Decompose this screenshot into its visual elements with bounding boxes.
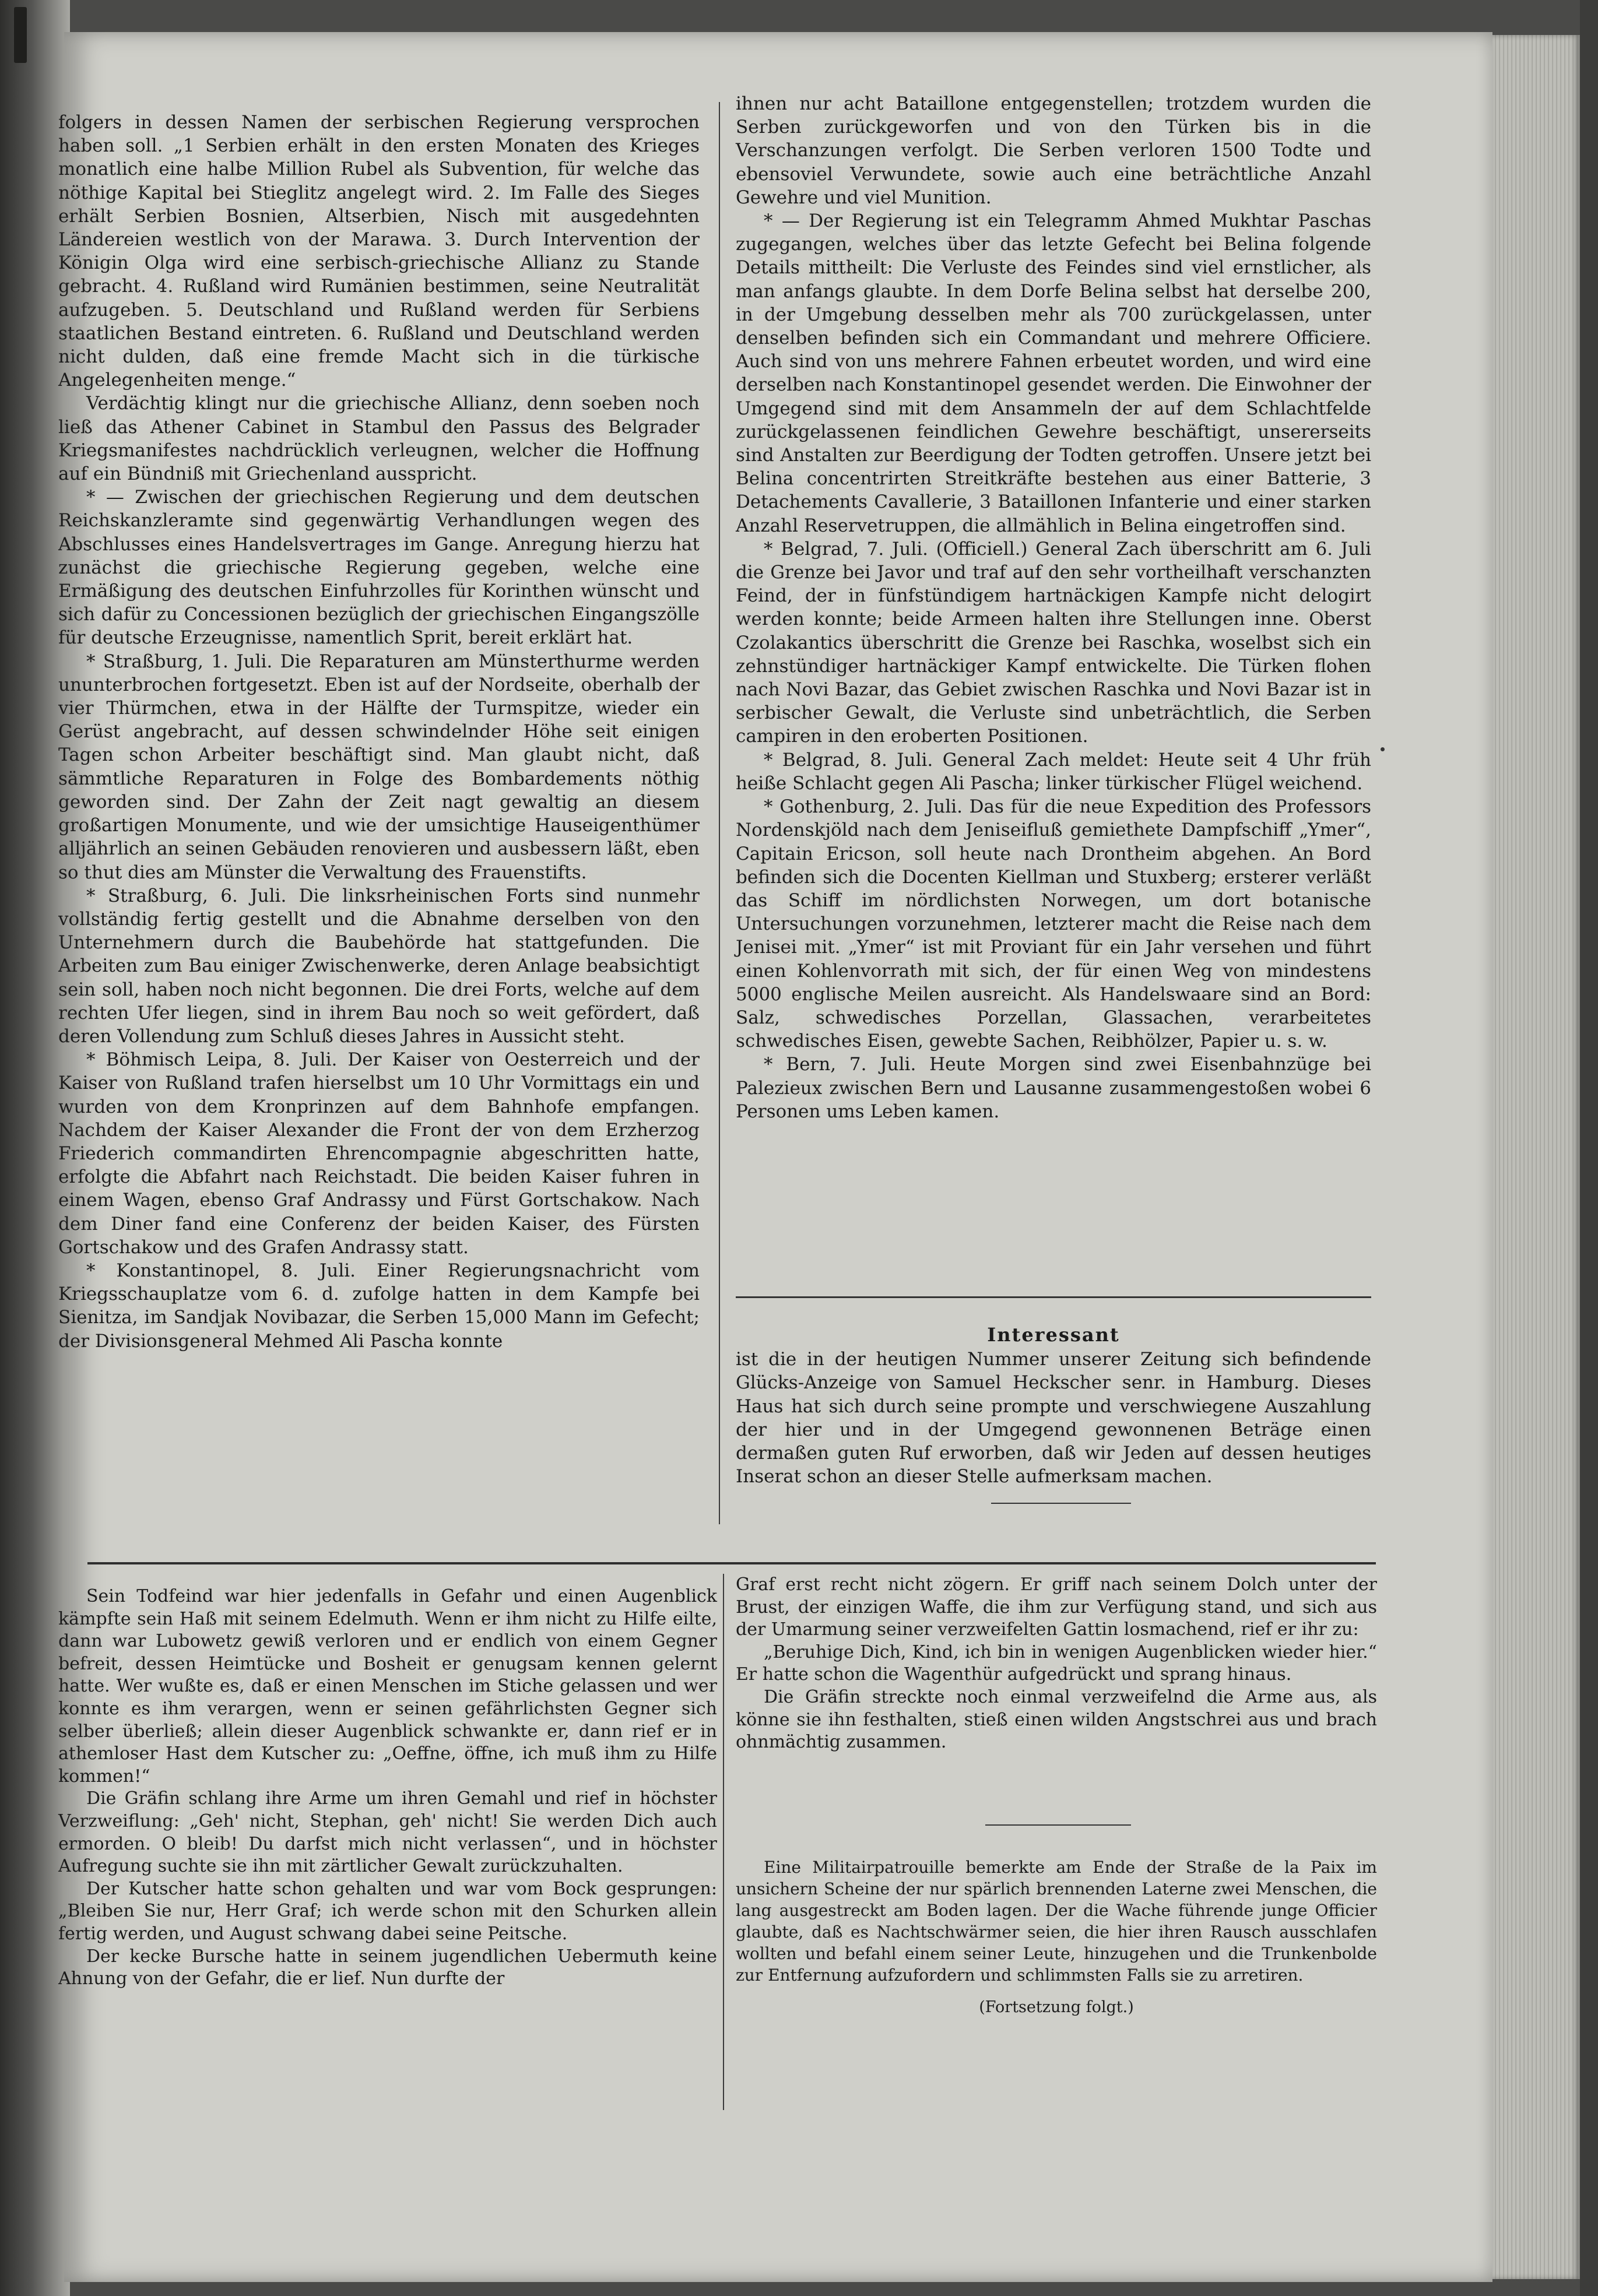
news-paragraph: * Bern, 7. Juli. Heute Morgen sind zwei Eisenbahnzüge bei Palezieux zwischen Bern und Lausanne zusammengestoßen wobei 6 Personen ums Leben kamen. <box>736 1054 1371 1122</box>
feuilleton-column-right-continued <box>736 1857 1377 2018</box>
feuilleton-paragraph: Graf erst recht nicht zögern. Er griff nach seinem Dolch unter der Brust, der einzigen Waffe, die ihm zur Verfügung stand, und sich aus der Umarmung seiner verzweifelten Gattin losmachend, rief er ihr zu: <box>736 1574 1377 1640</box>
print-dot <box>1381 747 1385 751</box>
notice-box <box>736 1323 1371 1488</box>
news-paragraph: folgers in dessen Namen der serbischen Regierung versprochen haben soll. „1 Serbien erhält in den ersten Monaten des Krieges monatlich eine halbe Million Rubel als Subvention, für welche das nöthige Kapital bei Stieglitz angelegt wird. 2. Im Falle des Sieges erhält Serbien Bosnien, Altserbien, Nisch mit ausgedehnten Ländereien westlich von der Marawa. 3. Durch Intervention der Königin Olga wird eine serbisch-griechische Allianz zu Stande gebracht. 4. Rußland wird Rumänien bestimmen, seine Neutralität aufzugeben. 5. Deutschland und Rußland werden für Serbiens staatlichen Bestand eintreten. 6. Rußland und Deutschland werden nicht dulden, daß eine fremde Macht sich in die türkische Angelegenheiten menge.“ <box>58 112 700 391</box>
feuilleton-paragraph: „Beruhige Dich, Kind, ich bin in wenigen Augenblicken wieder hier.“ Er hatte schon die Wagenthür aufgedrückt und sprang hinaus. <box>736 1641 1377 1685</box>
notice-rule-top <box>736 1296 1371 1298</box>
feuilleton-column-right <box>736 1574 1377 1754</box>
notice-heading: Interessant <box>987 1324 1120 1346</box>
book-edge-right <box>1580 0 1598 2296</box>
column-divider-bottom <box>723 1574 724 2110</box>
notice-rule-bottom <box>991 1503 1131 1504</box>
feuilleton-paragraph: Eine Militairpatrouille bemerkte am Ende der Straße de la Paix im unsichern Scheine der nur spärlich brennenden Laterne zwei Menschen, die lang ausgestreckt am Boden lagen. Der die Wache führende junge Officier glaubte, daß es Nachtschwärmer seien, die hier ihren Rausch ausschlafen wollten und befahl einem seiner Leute, hinzugehen und die Trunkenbolde zur Entfernung aufzufordern und schlimmsten Falls sie zu arretiren. <box>736 1858 1377 1985</box>
news-paragraph: * Belgrad, 8. Juli. General Zach meldet: Heute seit 4 Uhr früh heiße Schlacht gegen Ali Pascha; linker türkischer Flügel weichend. <box>736 749 1371 794</box>
feuilleton-column-left <box>58 1585 717 1991</box>
news-paragraph: * Gothenburg, 2. Juli. Das für die neue Expedition des Professors Nordenskjöld nach dem Jeniseifluß gemiethete Dampfschiff „Ymer“, Capitain Ericson, soll heute nach Drontheim abgehen. An Bord befinden sich die Docenten Kiellman und Stuxberg; ersterer verläßt das Schiff im nördlichsten Norwegen, um dort botanische Untersuchungen vorzunehmen, letzterer macht die Reise nach dem Jenisei mit. „Ymer“ ist mit Proviant für ein Jahr versehen und führt einen Kohlenvorrath mit sich, der für einen Weg von mindestens 5000 englische Meilen ausreicht. Als Handelswaare sind an Bord: Salz, schwedisches Porzellan, Glassachen, verarbeitetes schwedisches Eisen, gewebte Sachen, Reibhölzer, Papier u. s. w. <box>736 796 1371 1052</box>
feuilleton-paragraph: Sein Todfeind war hier jedenfalls in Gefahr und einen Augenblick kämpfte sein Haß mit seinem Edelmuth. Wenn er ihm nicht zu Hilfe eilte, dann war Lubowetz gewiß verloren und er endlich von einem Gegner befreit, dessen Heimtücke und Bosheit er genugsam kennen gelernt hatte. Wer wußte es, daß er einen Menschen im Stiche gelassen und wer konnte es ihm verargen, wenn er seinen gefährlichsten Gegner sich selber überließ; allein dieser Augenblick schwankte er, dann rief er in athemloser Hast dem Kutscher zu: „Oeffne, öffne, ich muß ihm zu Hilfe kommen!“ <box>58 1586 717 1787</box>
notice-text: ist die in der heutigen Nummer unserer Zeitung sich befindende Glücks-Anzeige von Samuel Heckscher senr. in Hamburg. Dieses Haus hat sich durch seine prompte und verschwiegene Auszahlung der hier und in der Umgegend gewonnenen Beträge einen dermaßen guten Ruf erworben, daß wir Jeden auf dessen heutiges Inserat schon an dieser Stelle aufmerksam machen. <box>736 1349 1371 1488</box>
news-paragraph: * Konstantinopel, 8. Juli. Einer Regierungsnachricht vom Kriegsschauplatze vom 6. d. zufolge hatten in dem Kampfe bei Sienitza, im Sandjak Novibazar, die Serben 15,000 Mann im Gefecht; der Divisionsgeneral Mehmed Ali Pascha konnte <box>58 1260 700 1352</box>
news-paragraph: * Straßburg, 1. Juli. Die Reparaturen am Münsterthurme werden ununterbrochen fortgesetzt. Eben ist auf der Nordseite, oberhalb der vier Thürmchen, etwa in der Hälfte der Turmspitze, wieder ein Gerüst angebracht, auf dessen schwindelnder Höhe seit einigen Tagen schon Arbeiter beschäftigt sind. Man glaubt nicht, daß sämmtliche Reparaturen in Folge des Bombardements nöthig geworden sind. Der Zahn der Zeit nagt gewaltig an diesem großartigen Monumente, und wie der umsichtige Hauseigenthümer alljährlich an seinen Gebäuden renovieren und ausbessern läßt, eben so thut dies am Münster die Verwaltung des Frauenstifts. <box>58 651 700 883</box>
feuilleton-paragraph: Die Gräfin streckte noch einmal verzweifelnd die Arme aus, als könne sie ihn festhalten, stieß einen wilden Angstschrei aus und brach ohnmächtig zusammen. <box>736 1686 1377 1753</box>
feuilleton-paragraph: Der Kutscher hatte schon gehalten und war vom Bock gesprungen: „Bleiben Sie nur, Herr Graf; ich werde schon mit den Schurken allein fertig werden, und August schwang dabei seine Peitsche. <box>58 1878 717 1944</box>
section-separator <box>87 1562 1376 1564</box>
feuilleton-paragraph: Die Gräfin schlang ihre Arme um ihren Gemahl und rief in höchster Verzweiflung: „Geh' nicht, Stephan, geh' nicht! Sie werden Dich auch ermorden. O bleib! Du darfst mich nicht verlassen“, und in höchster Aufregung suchte sie ihn mit zärtlicher Gewalt zurückzuhalten. <box>58 1788 717 1877</box>
continuation-note: (Fortsetzung folgt.) <box>979 1998 1134 2016</box>
news-paragraph: Verdächtig klingt nur die griechische Allianz, denn soeben noch ließ das Athener Cabinet in Stambul den Passus des Belgrader Kriegsmanifestes nachdrücklich verleugnen, welcher die Hoffnung auf ein Bündniß mit Griechenland ausspricht. <box>58 393 700 485</box>
news-column-right <box>736 92 1371 1123</box>
page-stack-edges <box>1492 35 1580 2279</box>
news-paragraph: * — Der Regierung ist ein Telegramm Ahmed Mukhtar Paschas zugegangen, welches über das letzte Gefecht bei Belina folgende Details mittheilt: Die Verluste des Feindes sind viel ernstlicher, als man anfangs glaubte. In dem Dorfe Belina selbst hat derselbe 200, in der Umgebung desselben mehr als 700 zurückgelassen, unter denselben befinden sich ein Commandant und mehrere Officiere. Auch sind von uns mehrere Fahnen erbeutet worden, und wird eine derselben nach Konstantinopel gesendet werden. Die Einwohner der Umgegend sind mit dem Ansammeln der auf dem Schlachtfelde zurückgelassenen feindlichen Gewehre beschäftigt, unsererseits sind Anstalten zur Beerdigung der Todten getroffen. Unsere jetzt bei Belina concentrirten Streitkräfte bestehen aus einer Batterie, 3 Detachements Cavallerie, 3 Bataillonen Infanterie und einer starken Anzahl Reservetruppen, die allmählich in Belina eingetroffen sind. <box>736 210 1371 536</box>
feuilleton-scene-break <box>985 1824 1131 1826</box>
news-paragraph: * Belgrad, 7. Juli. (Officiell.) General Zach überschritt am 6. Juli die Grenze bei Javor und traf auf den sehr vortheilhaft verschanzten Feind, der in fünfstündigem hartnäckigen Kampfe nicht delogirt werden konnte; beide Armeen halten ihre Stellungen inne. Oberst Czolakantics überschritt die Grenze bei Raschka, woselbst sich ein zehnstündiger hartnäckiger Kampf entwickelte. Die Türken flohen nach Novi Bazar, das Gebiet zwischen Raschka und Novi Bazar ist in serbischer Gewalt, die Verluste sind unbeträchtlich, die Serben campiren in den eroberten Positionen. <box>736 538 1371 747</box>
feuilleton-paragraph: Der kecke Bursche hatte in seinem jugendlichen Uebermuth keine Ahnung von der Gefahr, die er lief. Nun durfte der <box>58 1946 717 1989</box>
news-paragraph: * Straßburg, 6. Juli. Die linksrheinischen Forts sind nunmehr vollständig fertig gestellt und die Abnahme derselben von den Unternehmern durch die Baubehörde hat stattgefunden. Die Arbeiten zum Bau einiger Zwischenwerke, deren Anlage beabsichtigt sein soll, haben noch nicht begonnen. Die drei Forts, welche auf dem rechten Ufer liegen, sind in ihrem Bau noch so weit gefördert, daß deren Vollendung zum Schluß dieses Jahres in Aussicht steht. <box>58 885 700 1047</box>
news-paragraph: * — Zwischen der griechischen Regierung und dem deutschen Reichskanzleramte sind gegenwärtig Verhandlungen wegen des Abschlusses eines Handelsvertrages im Gange. Anregung hierzu hat zunächst die griechische Regierung gegeben, welche eine Ermäßigung des deutschen Einfuhrzolles für Korinthen wünscht und sich dafür zu Concessionen bezüglich der griechischen Eingangszölle für deutsche Erzeugnisse, namentlich Sprit, bereit erklärt hat. <box>58 487 700 649</box>
news-column-left <box>58 111 700 1353</box>
page-marker-tab <box>14 7 27 63</box>
news-paragraph: ihnen nur acht Bataillone entgegenstellen; trotzdem wurden die Serben zurückgeworfen und von den Türken bis in die Verschanzungen verfolgt. Die Serben verloren 1500 Todte und ebensoviel Verwundete, sowie auch eine beträchtliche Anzahl Gewehre und viel Munition. <box>736 93 1371 208</box>
column-divider-top <box>719 102 720 1524</box>
news-paragraph: * Böhmisch Leipa, 8. Juli. Der Kaiser von Oesterreich und der Kaiser von Rußland trafen hierselbst um 10 Uhr Vormittags ein und wurden von dem Kronprinzen auf dem Bahnhofe empfangen. Nachdem der Kaiser Alexander die Front der von dem Erzherzog Friederich commandirten Ehrencompagnie abgeschritten hatte, erfolgte die Abfahrt nach Reichstadt. Die beiden Kaiser fuhren in einem Wagen, ebenso Graf Andrassy und Fürst Gortschakow. Nach dem Diner fand eine Conferenz der beiden Kaiser, des Fürsten Gortschakow und des Grafen Andrassy statt. <box>58 1049 700 1258</box>
